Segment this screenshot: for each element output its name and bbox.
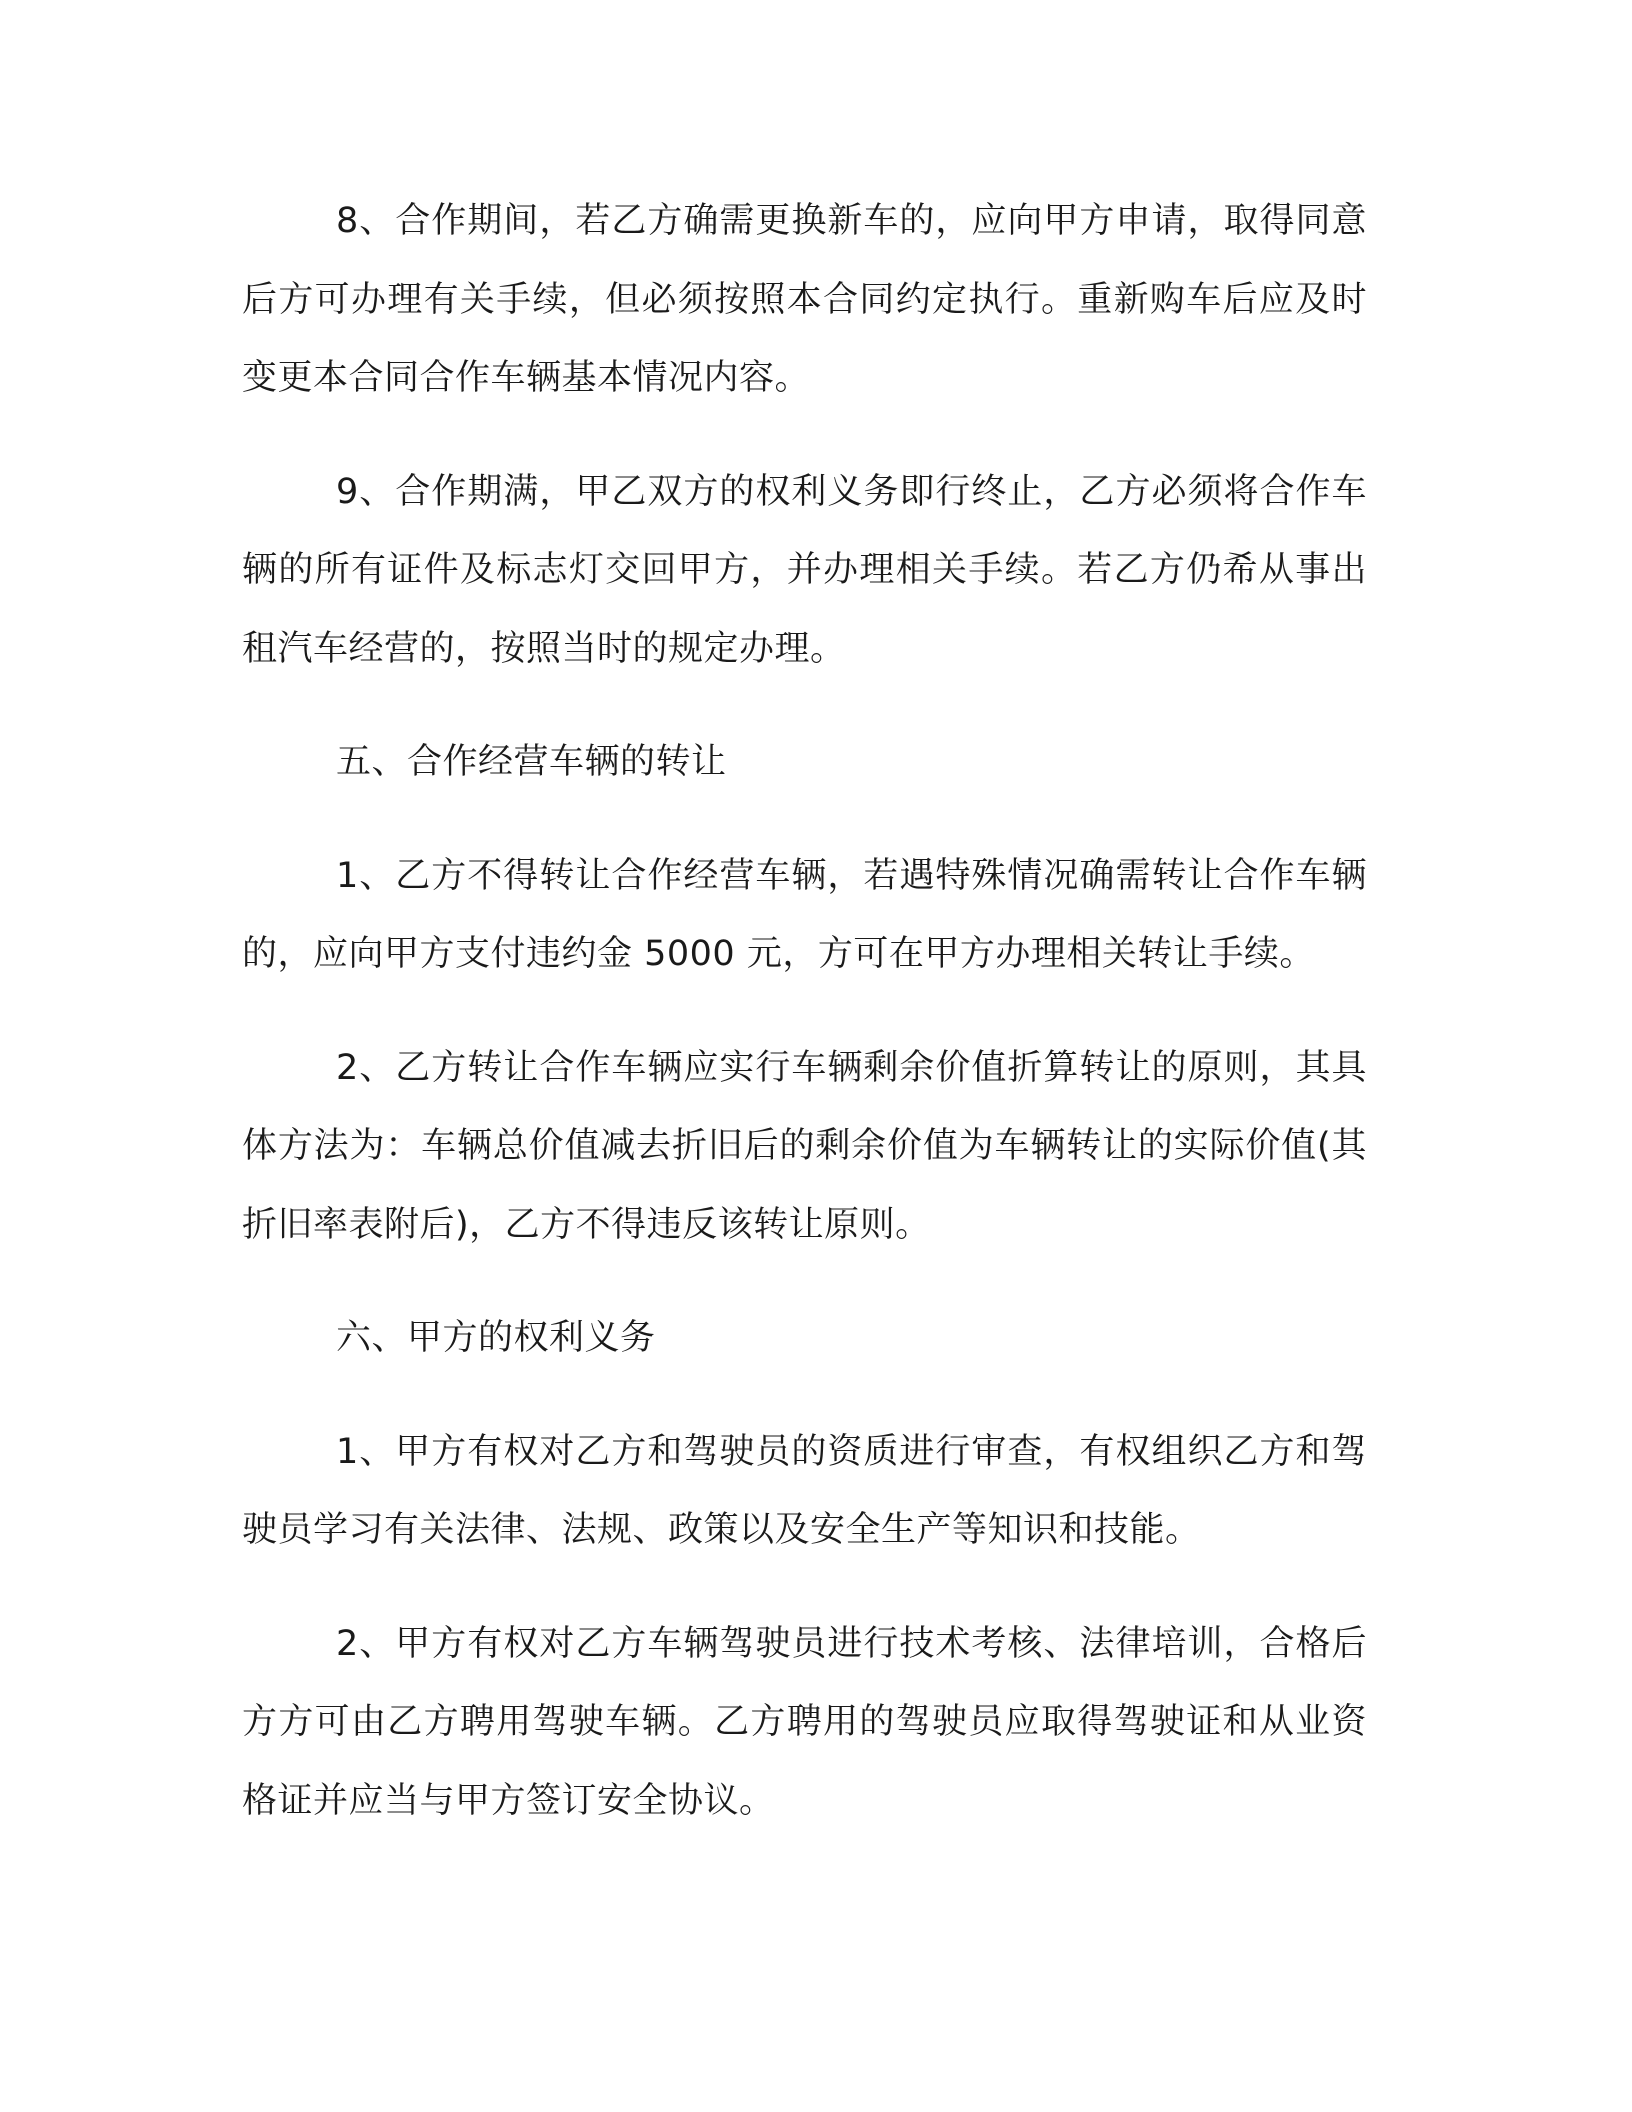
- section-5-heading: 五、合作经营车辆的转让: [336, 742, 727, 782]
- section-5-clause-2-paragraph: 2、乙方转让合作车辆应实行车辆剩余价值折算转让的原则，其具体方法为：车辆总价值减去折旧后的剩余价值为车辆转让的实际价值(其折旧率表附后)，乙方不得违反该转让原则。: [242, 1047, 1367, 1245]
- document-body: [242, 182, 1367, 1875]
- clause-8-paragraph: 8、合作期间，若乙方确需更换新车的，应向甲方申请，取得同意后方可办理有关手续，但必须按照本合同约定执行。重新购车后应及时变更本合同合作车辆基本情况内容。: [242, 201, 1367, 398]
- section-6-heading: 六、甲方的权利义务: [336, 1318, 656, 1358]
- section-5-clause-1-paragraph: 1、乙方不得转让合作经营车辆，若遇特殊情况确需转让合作车辆的，应向甲方支付违约金 5000 元，方可在甲方办理相关转让手续。: [242, 855, 1367, 974]
- section-6-clause-1-paragraph: 1、甲方有权对乙方和驾驶员的资质进行审查，有权组织乙方和驾驶员学习有关法律、法规、政策以及安全生产等知识和技能。: [242, 1431, 1367, 1550]
- clause-9-paragraph: 9、合作期满，甲乙双方的权利义务即行终止，乙方必须将合作车辆的所有证件及标志灯交回甲方，并办理相关手续。若乙方仍希从事出租汽车经营的，按照当时的规定办理。: [242, 471, 1367, 669]
- section-6-clause-2-paragraph: 2、甲方有权对乙方车辆驾驶员进行技术考核、法律培训，合格后方方可由乙方聘用驾驶车辆。乙方聘用的驾驶员应取得驾驶证和从业资格证并应当与甲方签订安全协议。: [242, 1623, 1367, 1821]
